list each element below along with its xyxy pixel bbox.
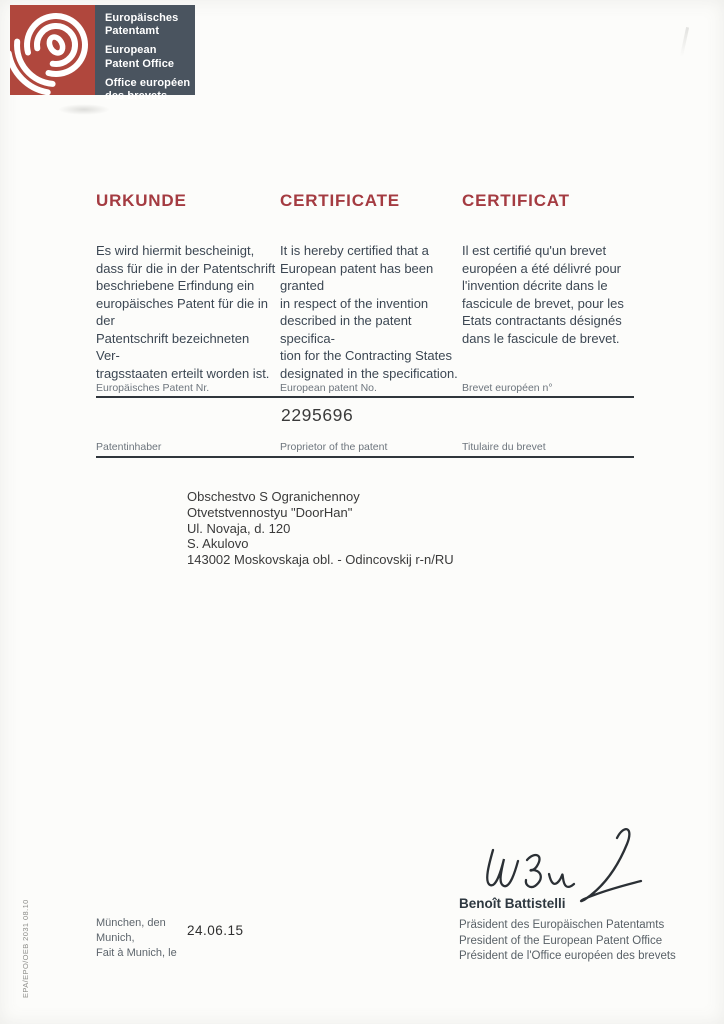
epo-spiral-icon <box>10 5 95 95</box>
proprietor-label-en: Proprietor of the patent <box>280 441 388 453</box>
title-urkunde: URKUNDE <box>96 191 187 210</box>
signatory-name: Benoît Battistelli <box>459 896 566 911</box>
proprietor-label-fr: Titulaire du brevet <box>462 441 546 453</box>
patent-no-label-en: European patent No. <box>280 382 377 394</box>
patent-no-label-de: Europäisches Patent Nr. <box>96 382 210 394</box>
proprietor-address: Obschestvo S Ogranichennoy Otvetstvennostyu "DoorHan" Ul. Novaja, d. 120 S. Akulovo 143002 Moskovskaja obl. - Odincovskij r-n/RU <box>187 489 454 568</box>
divider-rule <box>96 396 634 398</box>
logo-name-de: Europäisches Patentamt <box>105 12 179 38</box>
patent-no-label-fr: Brevet européen n° <box>462 382 553 394</box>
title-certificate: CERTIFICATE <box>280 191 400 210</box>
scan-scratch <box>680 27 689 57</box>
divider-rule <box>96 456 634 458</box>
logo-name-fr: Office européen des brevets <box>105 76 191 102</box>
scan-smudge <box>58 104 110 115</box>
logo-name-en: European Patent Office <box>105 44 175 70</box>
patent-number-value: 2295696 <box>281 405 354 425</box>
proprietor-label-de: Patentinhaber <box>96 441 162 453</box>
certification-text-de: Es wird hiermit bescheinigt, dass für die in der Patentschrift beschriebene Erfindung ein europäisches Patent für die in der Patentschrift bezeichneten Ver- tragsstaaten erteilt worden ist. <box>96 243 276 381</box>
epo-logo <box>10 5 195 102</box>
certification-text-en: It is hereby certified that a European patent has been granted in respect of the invention described in the patent specifica- tion for the Contracting States designated in the specification. <box>280 243 458 381</box>
form-code-vertical: EPA/EPO/OEB 2031 08.10 <box>21 899 30 998</box>
place-lines: München, den Munich, Fait à Munich, le <box>96 917 177 959</box>
certification-text-fr: Il est certifié qu'un brevet européen a été délivré pour l'invention décrite dans le fascicule de brevet, pour les Etats contractants désignés dans le fascicule de brevet. <box>462 243 624 346</box>
title-certificat: CERTIFICAT <box>462 191 570 210</box>
epo-logo-text <box>95 5 195 102</box>
date-value: 24.06.15 <box>187 923 244 938</box>
signatory-titles: Präsident des Europäischen Patentamts President of the European Patent Office Président de l'Office européen des brevets <box>459 919 676 962</box>
